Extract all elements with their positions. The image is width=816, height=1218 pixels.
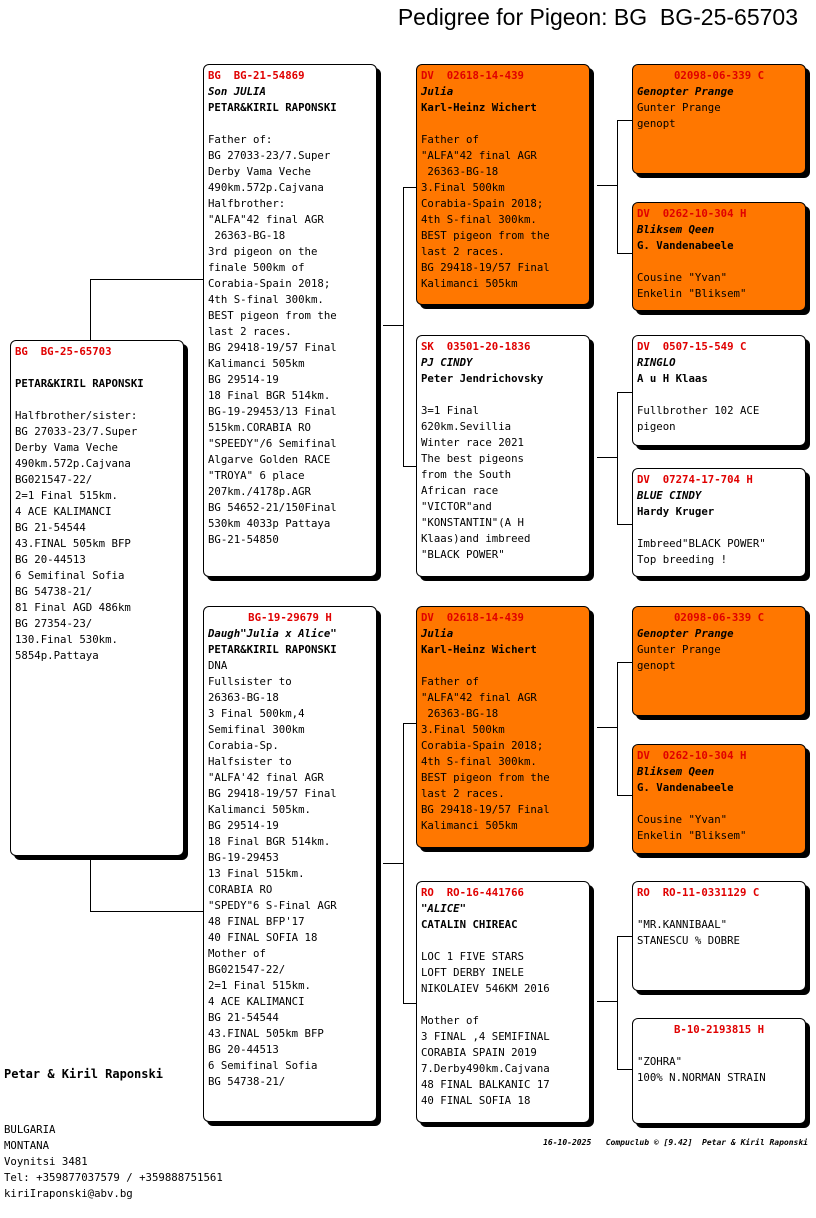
mother-card: [203, 606, 377, 1122]
ring-number: 02098-06-339 C: [673, 69, 765, 82]
connector-line: [617, 795, 632, 796]
owner-name: CATALIN CHIREAC: [421, 918, 518, 931]
pigeon-notes: Father of "ALFA"42 final AGR 26363-BG-18 3.Final 500km Corabia-Spain 2018; 4th S-final 300km. BEST pigeon from the last 2 races. BG 29418-19/57 Final Kalimanci 505km: [421, 133, 550, 290]
owner-name: A u H Klaas: [637, 372, 708, 385]
ring-number: DV 0507-15-549 C: [637, 340, 747, 353]
owner-name: Peter Jendrichovsky: [421, 372, 544, 385]
connector-line: [383, 863, 403, 864]
pigeon-notes: Cousine "Yvan" Enkelin "Bliksem": [637, 271, 747, 300]
ring-number: DV 02618-14-439: [421, 69, 524, 82]
owner-name: G. Vandenabeele: [637, 239, 734, 252]
great-grandparent-card: [632, 1018, 806, 1124]
page-title: Pedigree for Pigeon: BG BG-25-65703: [397, 4, 798, 30]
connector-line: [597, 457, 617, 458]
father-card: [203, 64, 377, 577]
great-grandparent-card: [632, 744, 806, 854]
owner-name: PETAR&KIRIL RAPONSKI: [208, 101, 337, 114]
ring-number: BG BG-25-65703: [15, 345, 112, 358]
owner-name: Hardy Kruger: [637, 505, 715, 518]
great-grandparent-card: [632, 335, 806, 446]
great-grandparent-card: [632, 881, 806, 991]
owner-name: PETAR&KIRIL RAPONSKI: [208, 643, 337, 656]
connector-line: [403, 187, 404, 467]
subject-card: [10, 340, 184, 856]
pigeon-notes: Imbreed"BLACK POWER" Top breeding !: [637, 537, 766, 566]
pigeon-notes: LOC 1 FIVE STARS LOFT DERBY INELE NIKOLAIEV 546KM 2016 Mother of 3 FINAL ,4 SEMIFINAL CORABIA SPAIN 2019 7.Derby490km.Cajvana 48 FINAL BALKANIC 17 40 FINAL SOFIA 18: [421, 950, 550, 1107]
paternal-grandmother-card: [416, 335, 590, 577]
pigeon-name: Julia: [421, 85, 454, 98]
breeder-address: BULGARIA MONTANA Voynitsi 3481 Tel: +359877037579 / +359888751561 kiriIraponski@abv.bg: [4, 1123, 223, 1200]
ring-number: DV 02618-14-439: [421, 611, 524, 624]
connector-line: [383, 325, 403, 326]
pigeon-notes: Fullbrother 102 ACE pigeon: [637, 404, 760, 433]
connector-line: [597, 1001, 617, 1002]
ring-number: 02098-06-339 C: [673, 611, 765, 624]
owner-name: Gunter Prange: [637, 643, 721, 656]
owner-name: Karl-Heinz Wichert: [421, 101, 537, 114]
great-grandparent-card: [632, 202, 806, 311]
pigeon-notes: Cousine "Yvan" Enkelin "Bliksem": [637, 813, 747, 842]
pigeon-name: Julia: [421, 627, 454, 640]
pigeon-notes: Father of: BG 27033-23/7.Super Derby Vama Veche 490km.572p.Cajvana Halfbrother: "ALFA"42 final AGR 26363-BG-18 3rd pigeon on the finale 500km of Corabia-Spain 2018; 4th S-final 300km. BEST pigeon from the last 2 races. BG 29418-19/57 Final Kalimanci 505km BG 29514-19 18 Final BGR 514km. BG-19-29453/13 Final 515km.CORABIA RO "SPEEDY"/6 Semifinal Algarve Golden RACE "TROYA" 6 place 207km./4178p.AGR BG 54652-21/150Final 530km 4033p Pattaya BG-21-54850: [208, 133, 337, 546]
connector-line: [403, 187, 417, 188]
owner-name: Karl-Heinz Wichert: [421, 643, 537, 656]
pigeon-notes: DNA Fullsister to 26363-BG-18 3 Final 500km,4 Semifinal 300km Corabia-Sp. Halfsister to "ALFA'42 final AGR BG 29418-19/57 Final Kalimanci 505km. BG 29514-19 18 Final BGR 514km. BG-19-29453 13 Final 515km. CORABIA RO "SPEDY"6 S-Final AGR 48 FINAL BFP'17 40 FINAL SOFIA 18 Mother of BG021547-22/ 2=1 Final 515km. 4 ACE KALIMANCI BG 21-54544 43.FINAL 505km BFP BG 20-44513 6 Semifinal Sofia BG 54738-21/: [208, 659, 337, 1088]
ring-number: DV 07274-17-704 H: [637, 473, 753, 486]
ring-number: DV 0262-10-304 H: [637, 749, 747, 762]
connector-line: [90, 856, 91, 911]
pigeon-notes: "MR.KANNIBAAL" STANESCU % DOBRE: [637, 918, 740, 947]
breeder-name: Petar & Kiril Raponski: [4, 1067, 163, 1081]
pigeon-name: "ALICE": [421, 902, 467, 915]
pigeon-name: Son JULIA: [208, 85, 266, 98]
owner-name: PETAR&KIRIL RAPONSKI: [15, 377, 144, 390]
pigeon-name: Daugh"Julia x Alice": [208, 627, 337, 640]
connector-line: [403, 723, 404, 1004]
pigeon-notes: genopt: [637, 117, 676, 130]
ring-number: BG BG-21-54869: [208, 69, 305, 82]
connector-line: [617, 120, 618, 254]
pigeon-name: Genopter Prange: [637, 627, 734, 640]
connector-line: [617, 253, 632, 254]
pigeon-name: Bliksem Qeen: [637, 765, 715, 778]
connector-line: [617, 936, 618, 1070]
pigeon-name: Genopter Prange: [637, 85, 734, 98]
connector-line: [597, 727, 617, 728]
connector-line: [617, 392, 618, 525]
ring-number: BG-19-29679 H: [248, 611, 332, 624]
footer-credit: 16-10-2025 Compuclub © [9.42] Petar & Kiril Raponski: [543, 1138, 808, 1147]
maternal-grandfather-card: [416, 606, 590, 848]
breeder-info: [4, 1034, 223, 1218]
pigeon-name: BLUE CINDY: [637, 489, 702, 502]
ring-number: DV 0262-10-304 H: [637, 207, 747, 220]
pigeon-name: RINGLO: [637, 356, 676, 369]
great-grandparent-card: [632, 468, 806, 577]
connector-line: [617, 120, 632, 121]
ring-number: RO RO-11-0331129 C: [637, 886, 760, 899]
ring-number: SK 03501-20-1836: [421, 340, 531, 353]
ring-number: B-10-2193815 H: [673, 1023, 765, 1036]
great-grandparent-card: [632, 606, 806, 716]
connector-line: [597, 185, 617, 186]
pigeon-notes: genopt: [637, 659, 676, 672]
pigeon-notes: Halfbrother/sister: BG 27033-23/7.Super Derby Vama Veche 490km.572p.Cajvana BG021547-22/ 2=1 Final 515km. 4 ACE KALIMANCI BG 21-54544 43.FINAL 505km BFP BG 20-44513 6 Semifinal Sofia BG 54738-21/ 81 Final AGD 486km BG 27354-23/ 130.Final 530km. 5854p.Pattaya: [15, 409, 138, 662]
connector-line: [617, 662, 632, 663]
connector-line: [403, 1003, 417, 1004]
owner-name: G. Vandenabeele: [637, 781, 734, 794]
pigeon-notes: Father of "ALFA"42 final AGR 26363-BG-18 3.Final 500km Corabia-Spain 2018; 4th S-final 300km. BEST pigeon from the last 2 races. BG 29418-19/57 Final Kalimanci 505km: [421, 675, 550, 832]
connector-line: [90, 279, 91, 341]
great-grandparent-card: [632, 64, 806, 174]
pigeon-notes: "ZOHRA" 100% N.NORMAN STRAIN: [637, 1055, 766, 1084]
connector-line: [403, 466, 417, 467]
pigeon-name: PJ CINDY: [421, 356, 473, 369]
connector-line: [90, 911, 204, 912]
connector-line: [90, 279, 204, 280]
connector-line: [617, 392, 632, 393]
connector-line: [617, 1069, 632, 1070]
connector-line: [617, 662, 618, 796]
owner-name: Gunter Prange: [637, 101, 721, 114]
pigeon-notes: 3=1 Final 620km.Sevillia Winter race 2021 The best pigeons from the South African race "VICTOR"and "KONSTANTIN"(A H Klaas)and imbreed "BLACK POWER": [421, 404, 531, 561]
ring-number: RO RO-16-441766: [421, 886, 524, 899]
connector-line: [403, 723, 417, 724]
connector-line: [617, 524, 632, 525]
paternal-grandfather-card: [416, 64, 590, 305]
connector-line: [617, 936, 632, 937]
pigeon-name: Bliksem Qeen: [637, 223, 715, 236]
maternal-grandmother-card: [416, 881, 590, 1123]
